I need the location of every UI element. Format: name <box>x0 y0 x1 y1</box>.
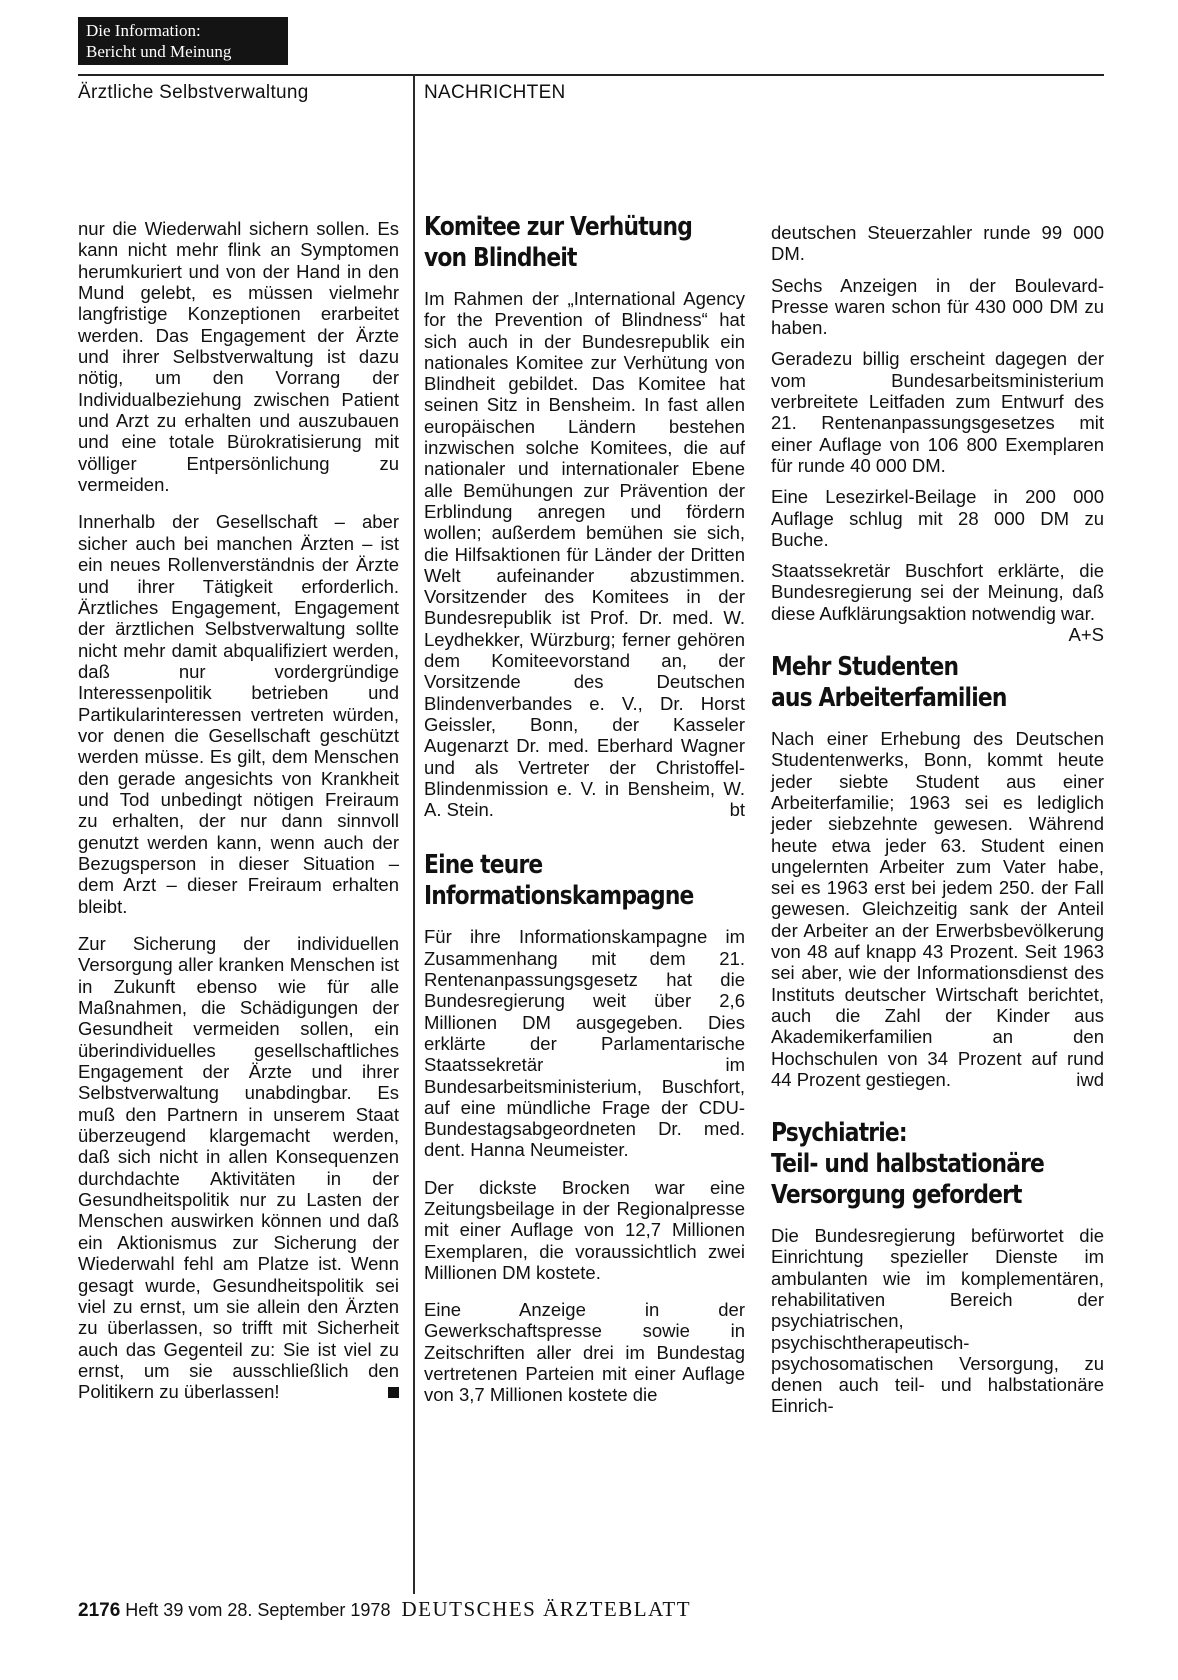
article-text: Nach einer Erhebung des Deutschen Studentenwerks, Bonn, kommt heute jeder siebte Student aus einer Arbeiterfamilie; 1963 sei es lediglich jeder siebzehnte gewesen. Während heute etwa jeder 63. Student einen ungelernten Arbeiter zum Vater habe, sei es 1963 erst bei jedem 250. der Fall gewesen. Gleichzeitig sank der Anteil der Arbeiter an der Erwerbsbevölkerung von 48 auf knapp 43 Prozent. Seit 1963 sei aber, wie der Informationsdienst des Instituts deutscher Wirtschaft berichtet, auch die Zahl der Kinder aus Akademikerfamilien an den Hochschulen von 34 Prozent auf rund 44 Prozent gestiegen. <box>771 728 1104 1090</box>
magazine-name: DEUTSCHES ÄRZTEBLATT <box>401 1597 692 1621</box>
column-divider <box>413 74 415 1594</box>
header-rule <box>78 74 1104 76</box>
rubric-line-1: Die Information: <box>86 21 201 40</box>
issue-info: Heft 39 vom 28. September 1978 <box>125 1600 391 1620</box>
paragraph: Innerhalb der Gesellschaft – aber sicher auch bei manchen Ärzten – ist ein neues Rollenverständnis der Ärzte und ihrer Tätigkeit erforderlich. Ärztliches Engagement, Engagement der ärztlichen Selbstverwaltung sollte nicht mehr damit abqualifiziert werden, daß nur vordergründige Interessenpolitik betrieben und Partikularinteressen vertreten würden, vor denen die Gesellschaft geschützt werden müsse. Es gilt, dem Menschen den gerade angesichts von Krankheit und Tod unbedingt nötigen Freiraum zu erhalten, der nur dann sinnvoll genutzt werden kann, wenn auch der Bezugsperson in dieser Situation – dem Arzt – dieser Freiraum erhalten bleibt. <box>78 511 399 917</box>
paragraph: Sechs Anzeigen in der Boulevard-Presse waren schon für 430 000 DM zu haben. <box>771 274 1104 339</box>
headline-psychiatrie: Psychiatrie: Teil- und halbstationäre Versorgung gefordert <box>771 1118 1045 1211</box>
article-body <box>424 288 745 820</box>
article-text: Im Rahmen der „International Agency for the Prevention of Blindness“ hat sich auch in der Bundesrepublik ein nationales Komitee zur Verhütung von Blindheit gebildet. Das Komitee hat seinen Sitz in Bensheim. In fast allen europäischen Ländern bestehen inzwischen solche Komitees, die auf nationaler und internationaler Ebene alle Bemühungen zur Prävention der Erblindung anregen und fördern wollen; außerdem bemühen sie sich, die Hilfsaktionen für Länder der Dritten Welt aufeinander abzustimmen. Vorsitzender des Komitees in der Bundesrepublik ist Prof. Dr. med. W. Leydhekker, Würzburg; ferner gehören dem Komiteevorstand an, der Vorsitzende des Deutschen Blindenverbandes e. V., Dr. Horst Geissler, Bonn, der Kasseler Augenarzt Dr. med. Eberhard Wagner und als Vertreter der Christoffel-Blindenmission e. V. in Bensheim, W. A. Stein. <box>424 288 745 821</box>
column-2 <box>424 212 745 1406</box>
author-initials: A+S <box>1068 624 1104 646</box>
rubric-line-2: Bericht und Meinung <box>86 42 232 61</box>
page-number: 2176 <box>78 1600 121 1621</box>
headline-komitee: Komitee zur Verhütung von Blindheit <box>424 212 693 273</box>
paragraph: Der dickste Brocken war eine Zeitungsbeilage in der Regionalpresse mit einer Auflage von 12,7 Millionen Exemplaren, die voraussichtlich zwei Millionen DM kostete. <box>424 1176 745 1283</box>
end-of-article-mark <box>388 1387 399 1398</box>
headline-studenten: Mehr Studenten aus Arbeiterfamilien <box>771 652 1007 714</box>
paragraph: Eine Lesezirkel-Beilage in 200 000 Auflage schlug mit 28 000 DM zu Buche. <box>771 486 1104 550</box>
paragraph: Geradezu billig erscheint dagegen der vom Bundesarbeitsministerium verbreitete Leitfaden zum Entwurf des 21. Rentenanpassungsgesetzes mit einer Auflage von 106 800 Exemplaren für runde 40 000 DM. <box>771 348 1104 476</box>
column-1 <box>78 218 399 1403</box>
author-initials: bt <box>729 799 745 821</box>
rubric-label <box>78 17 288 65</box>
column-3 <box>771 222 1104 1417</box>
paragraph: Die Bundesregierung befürwortet die Einrichtung spezieller Dienste im ambulanten wie im komplementären, rehabilitativen Bereich der psychiatrischen, psychischtherapeutisch-psychosomatischen Versorgung, zu denen auch teil- und halbstationäre Einrich- <box>771 1225 1104 1417</box>
article-body <box>771 728 1104 1090</box>
section-title-left: Ärztliche Selbstverwaltung <box>78 82 309 103</box>
paragraph <box>78 933 399 1403</box>
headline-informationskampagne: Eine teure Informationskampagne <box>424 850 694 912</box>
paragraph: Für ihre Informationskampagne im Zusammenhang mit dem 21. Rentenanpassungsgesetz hat die Bundesregierung weit über 2,6 Millionen DM ausgegeben. Dies erklärte der Parlamentarische Staatssekretär im Bundesarbeitsministerium, Buschfort, auf eine mündliche Frage der CDU-Bundestagsabgeordneten Dr. med. dent. Hanna Neumeister. <box>424 926 745 1161</box>
section-title-right: NACHRICHTEN <box>424 82 566 103</box>
paragraph <box>771 560 1104 646</box>
paragraph-text: Staatssekretär Buschfort erklärte, die Bundesregierung sei der Meinung, daß diese Aufklärungsaktion notwendig war. <box>771 560 1104 624</box>
page-footer <box>78 1597 691 1622</box>
author-initials: iwd <box>1076 1068 1104 1090</box>
paragraph: Eine Anzeige in der Gewerkschaftspresse sowie in Zeitschriften aller drei im Bundestag vertretenen Parteien mit einer Auflage von 3,7 Millionen kostete die <box>424 1299 745 1406</box>
paragraph: nur die Wiederwahl sichern sollen. Es kann nicht mehr flink an Symptomen herumkuriert und von der Hand in den Mund gelebt, es müssen vielmehr langfristige Konzeptionen erarbeitet werden. Das Engagement der Ärzte und ihrer Selbstverwaltung ist dazu nötig, um den Vorrang der Individualbeziehung zwischen Patient und Arzt zu erhalten und auszubauen und eine totale Bürokratisierung mit völliger Entpersönlichung zu vermeiden. <box>78 218 399 496</box>
paragraph: deutschen Steuerzahler runde 99 000 DM. <box>771 222 1104 265</box>
paragraph-text: Zur Sicherung der individuellen Versorgung aller kranken Menschen ist in Zukunft ebenso wie für alle Maßnahmen, die Schädigungen der Gesundheit vermeiden sollen, ein überindividuelles gesellschaftliches Engagement der Ärzte und ihrer Selbstverwaltung unabdingbar. Es muß den Partnern in unserem Staat überzeugend klargemacht werden, daß sich nicht in allen Konsequenzen durchdachte Aktivitäten in der Gesundheitspolitik nur zu Lasten der Menschen auswirken können und daß ein Aktionismus zur Sicherung der Wiederwahl fehl am Platze ist. Wenn gesagt wurde, Gesundheitspolitik sei viel zu ernst, um sie allein den Ärzten zu überlassen, so trifft mit Sicherheit auch das Gegenteil zu: Sie ist viel zu ernst, um sie ausschließlich den Politikern zu überlassen! <box>78 933 399 1403</box>
